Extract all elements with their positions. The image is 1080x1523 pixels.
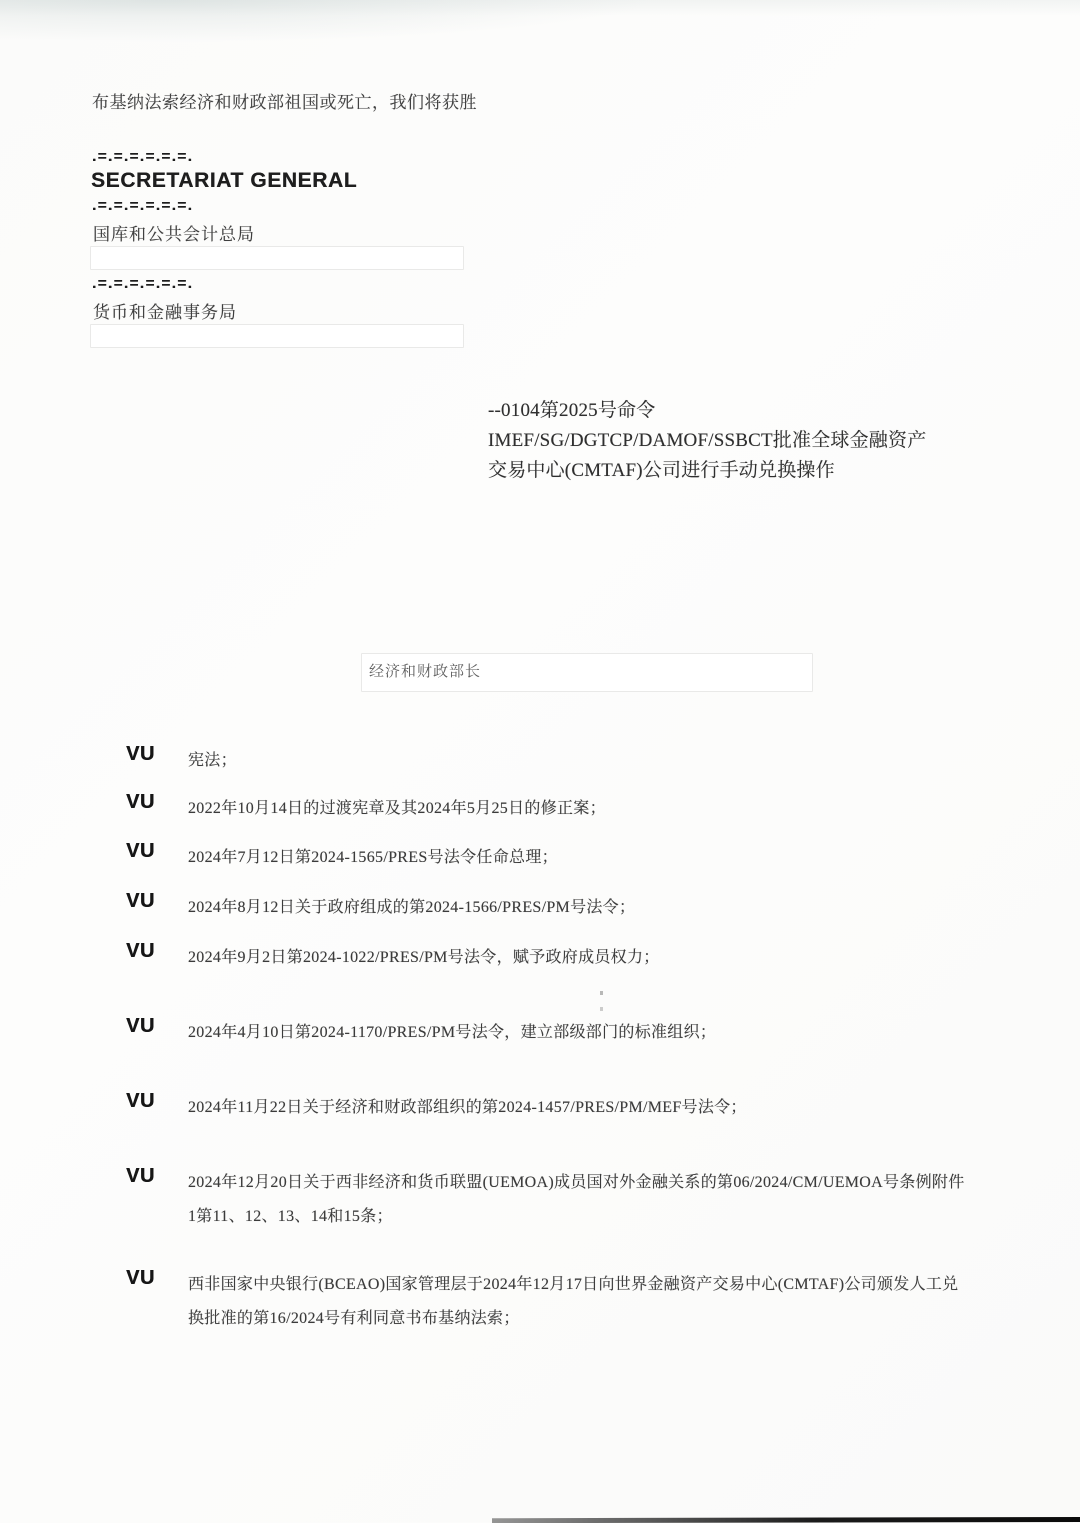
minister-title-line: 经济和财政部长 <box>369 664 482 680</box>
ministry-motto-line: 布基纳法索经济和财政部祖国或死亡，我们将获胜 <box>92 93 477 112</box>
vu-text: 2024年11月22日关于经济和财政部组织的第2024-1457/PRES/PM/MEF号法令； <box>188 1099 747 1116</box>
order-title: --0104第2025号命令IMEF/SG/DGTCP/DAMOF/SSBCT批准全球金融资产交易中心(CMTAF)公司进行手动兑换操作 <box>488 400 927 481</box>
vu-text: 宪法； <box>188 752 237 769</box>
vu-label: VU <box>126 1015 155 1037</box>
dashed-separator: .=.=.=.=.=.=. <box>92 275 194 292</box>
vu-text: 2024年7月12日第2024-1565/PRES号法令任命总理； <box>188 849 558 866</box>
vu-text: 西非国家中央银行(BCEAO)国家管理层于2024年12月17日向世界金融资产交易中心(CMTAF)公司颁发人工兑换批准的第16/2024号有利同意书布基纳法索； <box>188 1276 959 1327</box>
vu-label: VU <box>126 940 155 962</box>
vu-label: VU <box>126 890 155 912</box>
treasury-directorate-label: 国库和公共会计总局 <box>93 225 255 244</box>
vu-label: VU <box>126 1090 155 1112</box>
monetary-directorate-label: 货币和金融事务局 <box>93 303 237 322</box>
vu-text: 2024年4月10日第2024-1170/PRES/PM号法令，建立部级部门的标准组织； <box>188 1024 717 1041</box>
vu-text: 2024年12月20日关于西非经济和货币联盟(UEMOA)成员国对外金融关系的第06/2024/CM/UEMOA号条例附件1第11、12、13、14和15条； <box>188 1174 965 1225</box>
vu-text: 2024年9月2日第2024-1022/PRES/PM号法令，赋予政府成员权力； <box>188 949 660 966</box>
vu-label: VU <box>126 840 155 862</box>
vu-text: 2024年8月12日关于政府组成的第2024-1566/PRES/PM号法令； <box>188 899 636 916</box>
vu-label: VU <box>126 791 155 813</box>
scan-speck-artifact <box>600 991 603 1011</box>
dashed-separator: .=.=.=.=.=.=. <box>92 197 194 214</box>
vu-label: VU <box>126 743 155 765</box>
vu-label: VU <box>126 1267 155 1289</box>
scan-overlay-box <box>90 246 464 270</box>
secretariat-general-heading: SECRETARIAT GENERAL <box>91 169 358 192</box>
vu-text: 2022年10月14日的过渡宪章及其2024年5月25日的修正案； <box>188 800 606 817</box>
vu-label: VU <box>126 1165 155 1187</box>
dashed-separator: .=.=.=.=.=.=. <box>92 148 194 165</box>
scan-bottom-edge-line <box>492 1517 1080 1523</box>
scan-overlay-box <box>90 324 464 348</box>
